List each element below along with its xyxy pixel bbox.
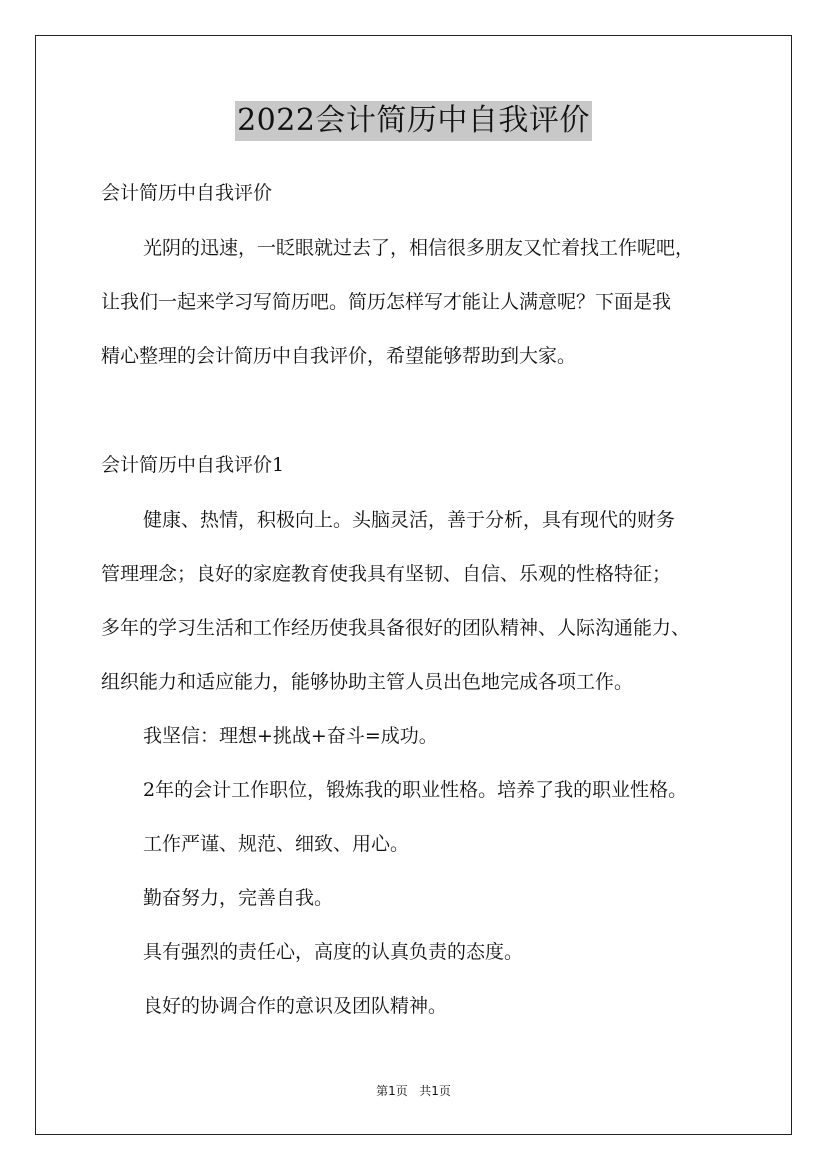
document-title: 2022会计简历中自我评价 [235,101,592,141]
paragraph-line: 工作严谨、规范、细致、用心。 [143,833,410,855]
paragraph-line: 让我们一起来学习写简历吧。简历怎样写才能让人满意呢？下面是我 [101,291,672,313]
paragraph-line: 2年的会计工作职位，锻炼我的职业性格。培养了我的职业性格。 [143,779,688,801]
paragraph-line: 光阴的迅速，一眨眼就过去了，相信很多朋友又忙着找工作呢吧， [143,237,695,259]
paragraph-line: 良好的协调合作的意识及团队精神。 [143,995,448,1017]
paragraph-line: 管理理念；良好的家庭教育使我具有坚韧、自信、乐观的性格特征； [101,563,672,585]
paragraph-line: 具有强烈的责任心，高度的认真负责的态度。 [143,941,524,963]
paragraph-line: 精心整理的会计简历中自我评价，希望能够帮助到大家。 [101,345,577,367]
title-container [0,101,827,141]
page-footer [0,1083,827,1099]
paragraph-line: 多年的学习生活和工作经历使我具备很好的团队精神、人际沟通能力、 [101,617,691,639]
page-number: 第1页 [376,1084,408,1098]
section-heading: 会计简历中自我评价1 [101,454,285,476]
paragraph-line: 我坚信：理想+挑战+奋斗=成功。 [143,725,438,747]
paragraph-line: 健康、热情，积极向上。头脑灵活，善于分析，具有现代的财务 [143,509,676,531]
section-heading: 会计简历中自我评价 [101,182,273,204]
paragraph-line: 组织能力和适应能力，能够协助主管人员出色地完成各项工作。 [101,671,634,693]
page-total: 共1页 [419,1084,451,1098]
paragraph-line: 勤奋努力，完善自我。 [143,887,334,909]
